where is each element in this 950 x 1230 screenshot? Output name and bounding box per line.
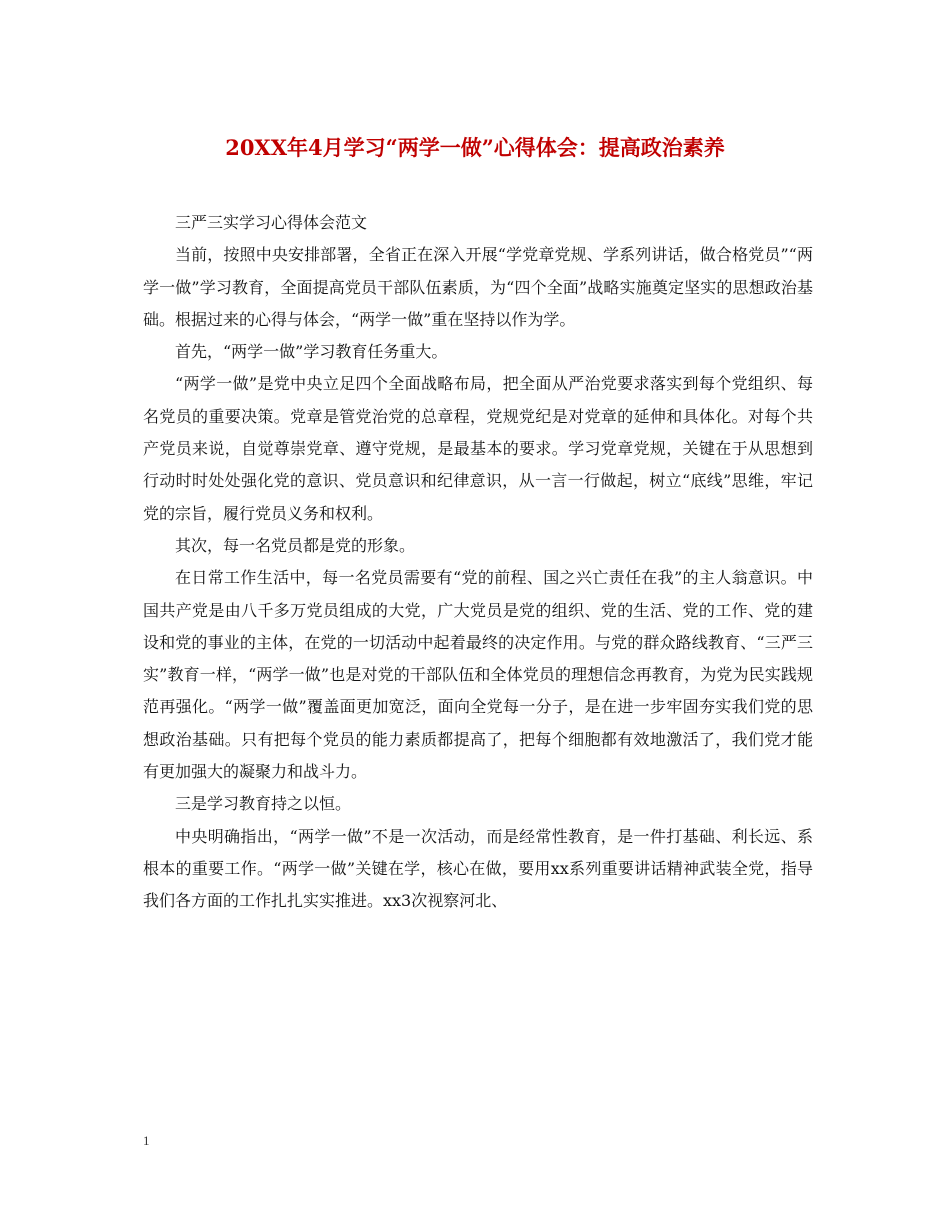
paragraph-third-body: 中央明确指出，“两学一做”不是一次活动，而是经常性教育，是一件打基础、利长远、系根本的重要工作。“两学一做”关键在学，核心在做，要用xx系列重要讲话精神武装全党，指导我们各方面的工作扎扎实实推进。xx3次视察河北、 xyxy=(143,826,813,911)
paragraph-first-body: “两学一做”是党中央立足四个全面战略布局，把全面从严治党要求落实到每个党组织、每名党员的重要决策。党章是管党治党的总章程，党规党纪是对党章的延伸和具体化。对每个共产党员来说，自觉尊崇党章、遵守党规，是最基本的要求。学习党章党规，关键在于从思想到行动时时处处强化党的意识、党员意识和纪律意识，从一言一行做起，树立“底线”思维，牢记党的宗旨，履行党员义务和权利。 xyxy=(143,374,813,523)
paragraph-heading-second: 其次，每一名党员都是党的形象。 xyxy=(175,535,416,555)
document-title: 20XX年4月学习“两学一做”心得体会：提高政治素养 xyxy=(225,135,725,160)
paragraph-subtitle: 三严三实学习心得体会范文 xyxy=(175,213,368,232)
paragraph-intro: 当前，按照中央安排部署，全省正在深入开展“学党章党规、学系列讲话，做合格党员”“两学一做”学习教育，全面提高党员干部队伍素质，为“四个全面”战略实施奠定坚实的思想政治基础。根据过来的心得与体会，“两学一做”重在坚持以作为学。 xyxy=(143,245,813,329)
document-body xyxy=(143,207,813,918)
paragraph-heading-third: 三是学习教育持之以恒。 xyxy=(175,794,352,814)
paragraph-second-body: 在日常工作生活中，每一名党员需要有“党的前程、国之兴亡责任在我”的主人翁意识。中国共产党是由八千多万党员组成的大党，广大党员是党的组织、党的生活、党的工作、党的建设和党的事业的主体，在党的一切活动中起着最终的决定作用。与党的群众路线教育、“三严三实”教育一样，“两学一做”也是对党的干部队伍和全体党员的理想信念再教育，为党为民实践规范再强化。“两学一做”覆盖面更加宽泛，面向全党每一分子，是在进一步牢固夯实我们党的思想政治基础。只有把每个党员的能力素质都提高了，把每个细胞都有效地激活了，我们党才能有更加强大的凝聚力和战斗力。 xyxy=(143,568,813,782)
page-number: 1 xyxy=(143,1133,150,1148)
paragraph-heading-first: 首先，“两学一做”学习教育任务重大。 xyxy=(175,342,448,362)
